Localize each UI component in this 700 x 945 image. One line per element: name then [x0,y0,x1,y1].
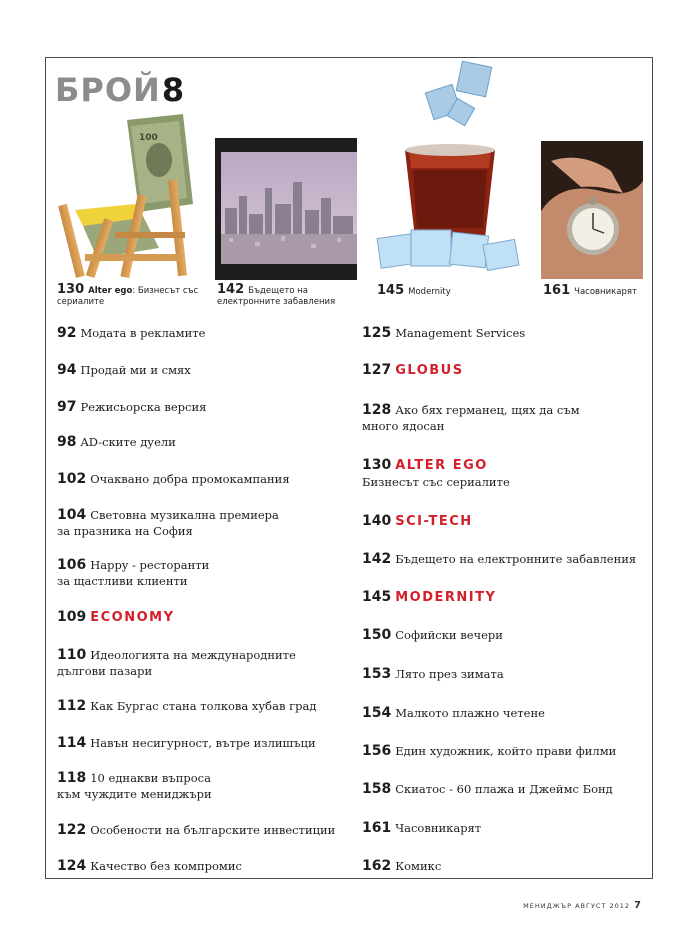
issue-label: БРОЙ [55,71,161,109]
toc-entry: 125 Management Services [362,325,526,341]
footer-page-number: 7 [634,900,642,911]
photo-caption-4: 161 Часовникарят [543,283,637,298]
page-footer [523,900,642,911]
toc-entry: 92 Модата в рекламите [57,325,206,341]
issue-title [55,70,185,110]
toc-section-economy: 109 ECONOMY [57,609,175,625]
toc-entry: 158 Скиатос - 60 плажа и Джеймс Бонд [362,781,613,797]
photo-pocket-watch [541,141,643,279]
toc-section-modernity: 145 MODERNITY [362,589,497,605]
toc-section-alter-ego: 130 ALTER EGO Бизнесът със сериалите [362,457,510,489]
photo-cola-ice [365,58,530,280]
photo-caption-1: 130 Alter ego: Бизнесът със сериалите [57,282,199,307]
toc-entry: 94 Продай ми и смях [57,362,191,378]
svg-text:100: 100 [139,133,158,143]
issue-number: 8 [161,71,186,109]
toc-entry: 124 Качество без компромис [57,858,242,874]
toc-entry: 162 Комикс [362,858,442,874]
toc-entry: 97 Режисьорска версия [57,399,207,415]
toc-entry: 150 Софийски вечери [362,627,503,643]
toc-entry: 118 10 еднакви въпроса към чуждите мениджъри [57,770,212,801]
toc-entry: 161 Часовникарят [362,820,482,836]
toc-entry: 128 Ако бях германец, щях да съм много ядосан [362,402,580,433]
toc-entry: 98 AD-ските дуели [57,434,176,450]
toc-section-sci-tech: 140 SCI-TECH [362,513,473,529]
toc-entry: 104 Световна музикална премиера за празника на София [57,507,279,538]
toc-entry: 142 Бъдещето на електронните забавления [362,551,637,567]
toc-section-globus: 127 GLOBUS [362,362,464,378]
photo-caption-3: 145 Modernity [377,283,451,298]
toc-entry: 110 Идеологията на международните дългови пазари [57,647,296,678]
photo-tv-city [215,138,357,280]
toc-entry: 112 Как Бургас стана толкова хубав град [57,698,317,714]
toc-entry: 106 Happy - ресторанти за щастливи клиенти [57,557,210,588]
toc-entry: 122 Особености на българските инвестиции [57,822,336,838]
toc-entry: 102 Очаквано добра промокампания [57,471,290,487]
photo-caption-2: 142 Бъдещето на електронните забавления [217,282,336,307]
toc-entry: 153 Лято през зимата [362,666,504,682]
toc-entry: 114 Навън несигурност, вътре излишъци [57,735,316,751]
footer-magazine: МЕНИДЖЪР АВГУСТ 2012 [523,902,631,910]
toc-entry: 156 Един художник, който прави филми [362,743,617,759]
toc-entry: 154 Малкото плажно четене [362,705,545,721]
photo-dollar-chair [55,108,205,280]
